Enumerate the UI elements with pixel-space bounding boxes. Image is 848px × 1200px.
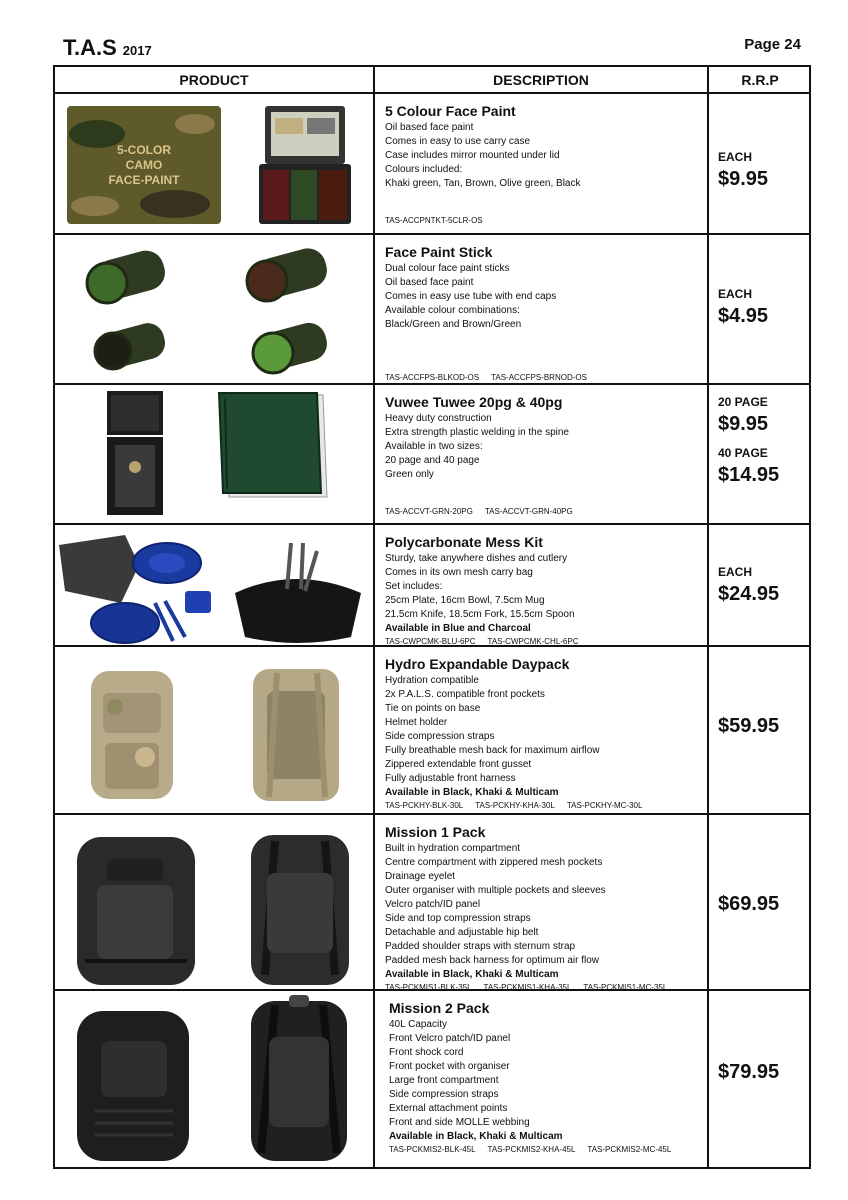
price-label: EACH bbox=[718, 150, 753, 164]
feature-line: Outer organiser with multiple pockets and sleeves bbox=[385, 885, 606, 896]
feature-line: Front pocket with organiser bbox=[389, 1061, 510, 1072]
sku-codes bbox=[389, 1144, 709, 1155]
price-block bbox=[718, 150, 813, 191]
product-images bbox=[55, 647, 373, 813]
header-product: PRODUCT bbox=[55, 67, 373, 94]
feature-line: Velcro patch/ID panel bbox=[385, 899, 481, 910]
header-description: DESCRIPTION bbox=[375, 67, 707, 94]
availability: Available in Black, Khaki & Multicam bbox=[385, 969, 559, 980]
feature-line: 20 page and 40 page bbox=[385, 455, 480, 466]
feature-line: Drainage eyelet bbox=[385, 871, 456, 882]
feature-line: 40L Capacity bbox=[389, 1019, 447, 1030]
price-label-2: 40 PAGE bbox=[718, 446, 768, 460]
sku-code: TAS-ACCFPS-BRNOD-OS bbox=[491, 373, 587, 382]
sku-codes bbox=[385, 215, 705, 226]
feature-line: Set includes: bbox=[385, 581, 443, 592]
svg-text:5-COLOR: 5-COLOR bbox=[117, 143, 171, 157]
header-rrp: R.R.P bbox=[709, 67, 811, 94]
product-title: Hydro Expandable Daypack bbox=[385, 656, 570, 672]
feature-line: Tie on points on base bbox=[385, 703, 481, 714]
feature-line: Black/Green and Brown/Green bbox=[385, 319, 522, 330]
paint-stick-image bbox=[87, 247, 169, 371]
sku-codes bbox=[385, 506, 705, 517]
price-block bbox=[718, 715, 813, 738]
feature-line: Fully breathable mesh back for maximum airflow bbox=[385, 745, 600, 756]
product-description bbox=[385, 533, 705, 647]
feature-line: Available in two sizes: bbox=[385, 441, 483, 452]
feature-line: Padded shoulder straps with sternum strap bbox=[385, 941, 576, 952]
sku-code: TAS-PCKHY-MC-30L bbox=[566, 801, 643, 810]
price-block bbox=[718, 395, 813, 487]
sku-code: TAS-PCKMIS2-KHA-45L bbox=[487, 1145, 576, 1154]
face-paint-case-image bbox=[67, 106, 221, 224]
feature-line: Khaki green, Tan, Brown, Olive green, Black bbox=[385, 178, 581, 189]
feature-line: Side compression straps bbox=[385, 731, 495, 742]
price-value: $79.95 bbox=[718, 1061, 780, 1083]
sku-code: TAS-PCKHY-KHA-30L bbox=[475, 801, 555, 810]
feature-line: Extra strength plastic welding in the spine bbox=[385, 427, 569, 438]
feature-line: Detachable and adjustable hip belt bbox=[385, 927, 539, 938]
product-description bbox=[385, 655, 705, 811]
feature-line: Sturdy, take anywhere dishes and cutlery bbox=[385, 553, 568, 564]
product-description bbox=[385, 393, 705, 517]
feature-line: Comes in easy use tube with end caps bbox=[385, 291, 557, 302]
availability: Available in Blue and Charcoal bbox=[385, 623, 531, 634]
price-value: $9.95 bbox=[718, 168, 769, 190]
feature-line: Green only bbox=[385, 469, 434, 480]
feature-line: Heavy duty construction bbox=[385, 413, 492, 424]
price-value: $59.95 bbox=[718, 715, 780, 737]
feature-line: Available colour combinations: bbox=[385, 305, 520, 316]
price-value: $4.95 bbox=[718, 305, 769, 327]
price-value: $9.95 bbox=[718, 413, 769, 435]
brand-name: T.A.S bbox=[63, 35, 117, 60]
mission-1-back-image bbox=[251, 835, 349, 985]
feature-line: 25cm Plate, 16cm Bowl, 7.5cm Mug bbox=[385, 595, 545, 606]
sku-code: TAS-ACCVT-GRN-40PG bbox=[484, 507, 573, 516]
daypack-back-image bbox=[253, 669, 339, 801]
sku-code: TAS-CWPCMK-BLU-6PC bbox=[385, 637, 476, 646]
sku-code: TAS-PCKMIS1-BLK-35L bbox=[385, 983, 472, 992]
feature-line: Built in hydration compartment bbox=[385, 843, 521, 854]
availability: Available in Black, Khaki & Multicam bbox=[389, 1131, 563, 1142]
price-block bbox=[718, 1061, 813, 1084]
feature-line: Fully adjustable front harness bbox=[385, 773, 516, 784]
svg-text:CAMO: CAMO bbox=[125, 158, 163, 172]
face-paint-open-image bbox=[259, 106, 351, 224]
product-images bbox=[55, 815, 373, 989]
feature-line: Zippered extendable front gusset bbox=[385, 759, 532, 770]
sku-code: TAS-PCKMIS2-BLK-45L bbox=[389, 1145, 476, 1154]
sku-codes bbox=[385, 800, 705, 811]
page-number: Page 24 bbox=[744, 36, 801, 53]
product-title: Face Paint Stick bbox=[385, 244, 493, 260]
sku-code: TAS-CWPCMK-CHL-6PC bbox=[487, 637, 579, 646]
product-title: Mission 1 Pack bbox=[385, 824, 486, 840]
price-block bbox=[718, 893, 813, 916]
sku-code: TAS-ACCVT-GRN-20PG bbox=[385, 507, 473, 516]
price-label: EACH bbox=[718, 565, 753, 579]
feature-line: Comes in easy to use carry case bbox=[385, 136, 531, 147]
feature-line: Side and top compression straps bbox=[385, 913, 531, 924]
feature-line: Hydration compatible bbox=[385, 675, 479, 686]
product-row-hydro-daypack bbox=[55, 647, 809, 815]
feature-line: External attachment points bbox=[389, 1103, 508, 1114]
product-images bbox=[55, 525, 373, 645]
mission-2-front-image bbox=[77, 1011, 189, 1161]
mess-kit-image bbox=[59, 535, 211, 643]
product-description bbox=[385, 823, 705, 993]
sku-code: TAS-PCKHY-BLK-30L bbox=[385, 801, 464, 810]
product-images bbox=[55, 235, 373, 383]
feature-line: Dual colour face paint sticks bbox=[385, 263, 510, 274]
feature-line: 21.5cm Knife, 18.5cm Fork, 15.5cm Spoon bbox=[385, 609, 575, 620]
feature-line: Front Velcro patch/ID panel bbox=[389, 1033, 511, 1044]
price-block bbox=[718, 565, 813, 606]
price-block bbox=[718, 287, 813, 328]
product-title: Polycarbonate Mess Kit bbox=[385, 534, 543, 550]
mission-1-front-image bbox=[77, 837, 195, 985]
sku-code: TAS-PCKMIS2-MC-45L bbox=[587, 1145, 672, 1154]
sku-code: TAS-ACCFPS-BLKOD-OS bbox=[385, 373, 480, 382]
product-row-face-paint bbox=[55, 94, 809, 235]
product-description bbox=[385, 243, 705, 383]
price-label: 20 PAGE bbox=[718, 395, 768, 409]
availability: Available in Black, Khaki & Multicam bbox=[385, 787, 559, 798]
feature-line: Front and side MOLLE webbing bbox=[389, 1117, 530, 1128]
product-images bbox=[55, 385, 373, 523]
product-title: Vuwee Tuwee 20pg & 40pg bbox=[385, 394, 563, 410]
mess-kit-bag-image bbox=[235, 543, 361, 643]
product-row-mission-1-pack bbox=[55, 815, 809, 991]
product-images bbox=[55, 94, 373, 233]
vuwee-tuwee-open-image bbox=[107, 391, 163, 515]
feature-line: Side compression straps bbox=[389, 1089, 499, 1100]
price-value-2: $14.95 bbox=[718, 464, 780, 486]
brand-title bbox=[63, 35, 152, 61]
feature-line: Oil based face paint bbox=[385, 277, 474, 288]
vuwee-tuwee-closed-image bbox=[219, 393, 327, 497]
svg-text:FACE-PAINT: FACE-PAINT bbox=[108, 173, 180, 187]
product-table bbox=[53, 65, 811, 1169]
sku-codes bbox=[385, 636, 705, 647]
feature-line: Padded mesh back harness for optimum air flow bbox=[385, 955, 599, 966]
daypack-front-image bbox=[91, 671, 173, 799]
paint-stick-image bbox=[247, 244, 331, 373]
feature-line: Front shock cord bbox=[389, 1047, 464, 1058]
product-row-vuwee-tuwee bbox=[55, 385, 809, 525]
product-row-mess-kit bbox=[55, 525, 809, 647]
product-row-face-paint-stick bbox=[55, 235, 809, 385]
feature-line: Centre compartment with zippered mesh pockets bbox=[385, 857, 603, 868]
product-title: 5 Colour Face Paint bbox=[385, 103, 516, 119]
feature-line: Colours included: bbox=[385, 164, 463, 175]
feature-line: Helmet holder bbox=[385, 717, 448, 728]
price-label: EACH bbox=[718, 287, 753, 301]
product-description bbox=[389, 999, 709, 1155]
brand-year: 2017 bbox=[122, 43, 152, 58]
price-value: $24.95 bbox=[718, 583, 780, 605]
product-images bbox=[55, 991, 373, 1167]
feature-line: 2x P.A.L.S. compatible front pockets bbox=[385, 689, 545, 700]
sku-code: TAS-PCKMIS1-MC-35L bbox=[583, 983, 668, 992]
sku-code: TAS-PCKMIS1-KHA-35L bbox=[483, 983, 572, 992]
feature-line: Comes in its own mesh carry bag bbox=[385, 567, 533, 578]
feature-line: Large front compartment bbox=[389, 1075, 499, 1086]
product-row-mission-2-pack bbox=[55, 991, 809, 1167]
product-description bbox=[385, 102, 705, 226]
price-value: $69.95 bbox=[718, 893, 780, 915]
sku-code: TAS-ACCPNTKT-5CLR-OS bbox=[385, 216, 483, 225]
sku-codes bbox=[385, 372, 705, 383]
feature-line: Oil based face paint bbox=[385, 122, 474, 133]
product-title: Mission 2 Pack bbox=[389, 1000, 490, 1016]
feature-line: Case includes mirror mounted under lid bbox=[385, 150, 560, 161]
mission-2-back-image bbox=[251, 995, 347, 1161]
